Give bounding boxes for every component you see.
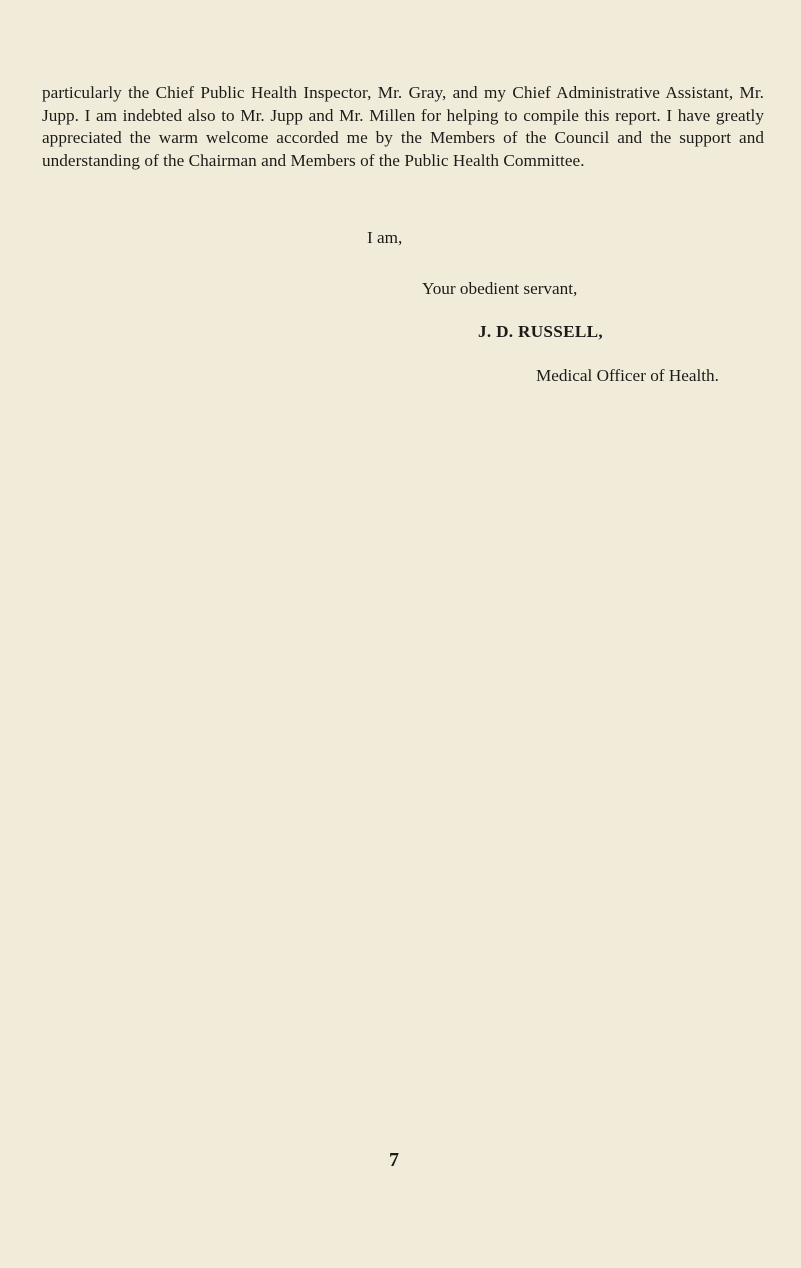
signatory-name: J. D. RUSSELL,	[478, 322, 604, 341]
signatory-title: Medical Officer of Health.	[536, 366, 719, 385]
valediction: Your obedient servant,	[422, 279, 578, 298]
page-number: 7	[389, 1149, 399, 1171]
closing-salutation: I am,	[367, 228, 403, 247]
body-paragraph: particularly the Chief Public Health Inspector, Mr. Gray, and my Chief Administrative Assistant, Mr. Jupp. I am indebted also to Mr. Jupp and Mr. Millen for helping to compile this report. I have greatly appreciated the warm welcome accorded me by the Members of the Council and the support and understanding of the Chairman and Members of the Public Health Committee.	[42, 83, 764, 170]
